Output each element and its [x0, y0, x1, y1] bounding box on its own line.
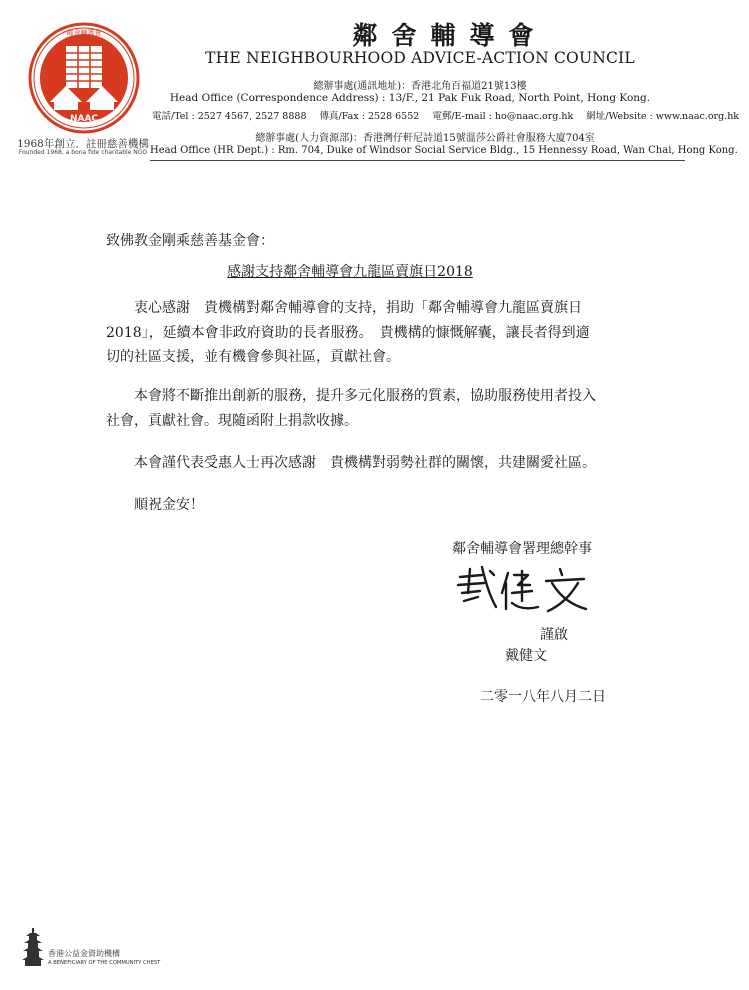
letter-date: 二零一八年八月二日 — [480, 689, 606, 705]
closing-greeting: 順祝金安！ — [134, 497, 204, 513]
sender-name: 戴健文 — [505, 648, 547, 664]
letter-subject: 感謝支持鄰舍輔導會九龍區賣旗日2018 — [227, 264, 473, 280]
logo-text-top: 鄰舍輔導會 — [66, 29, 102, 37]
hr-office-en: Head Office (HR Dept.) : Rm. 704, Duke of Windsor Social Service Bldg., 15 Hennessy Road, Wan Chai, Hong Kong. — [150, 145, 738, 156]
hr-office-zh: 總辦事處(人力資源部)：香港灣仔軒尼詩道15號溫莎公爵社會服務大廈704室 — [255, 133, 595, 144]
org-name-zh: 鄰舍輔導會 — [352, 21, 548, 50]
head-office-zh: 總辦事處(通訊地址)：香港北角百福道21號13樓 — [313, 81, 527, 92]
letterhead-divider — [150, 160, 685, 161]
founded-en: Founded 1968, a bona fide charitable NGO — [18, 149, 148, 156]
body-paragraph-1: 衷心感謝 貴機構對鄰舍輔導會的支持，捐助「鄰舍輔導會九龍區賣旗日2018」，延續本會非政府資助的長者服務。 貴機構的慷慨解囊，讓長者得到適切的社區支援，並有機會參與社區，貢獻社會。 — [106, 300, 590, 365]
website-address: 網址/Website : www.naac.org.hk — [586, 111, 740, 122]
logo-text-bottom: NAAC — [69, 114, 99, 124]
phone-number: 電話/Tel : 2527 4567, 2527 8888 — [152, 111, 307, 122]
contact-line — [152, 108, 740, 122]
body-paragraph-3: 本會謹代表受惠人士再次感謝 貴機構對弱勢社群的關懷，共建關愛社區。 — [134, 455, 596, 471]
community-chest-pagoda-icon — [22, 928, 44, 966]
body-paragraph-2: 本會將不斷推出創新的服務，提升多元化服務的質素，協助服務使用者投入社會，貢獻社會。現隨函附上捐款收據。 — [106, 388, 596, 429]
sender-title: 鄰舍輔導會署理總幹事 — [452, 541, 592, 557]
salutation: 致佛教金剛乘慈善基金會： — [106, 233, 274, 249]
community-chest-zh: 香港公益金資助機構 — [48, 949, 120, 958]
community-chest-en: A BENEFICIARY OF THE COMMUNITY CHEST — [48, 960, 161, 966]
org-name-en: THE NEIGHBOURHOOD ADVICE-ACTION COUNCIL — [205, 49, 635, 67]
head-office-en: Head Office (Correspondence Address) : 13/F., 21 Pak Fuk Road, North Point, Hong Kong. — [169, 92, 651, 104]
founded-zh: 1968年創立．註冊慈善機構 — [17, 138, 149, 150]
yours-sincerely: 謹啟 — [540, 627, 568, 643]
handwritten-signature — [452, 563, 592, 618]
naac-logo — [28, 22, 140, 134]
email-address: 電郵/E-mail : ho@naac.org.hk — [432, 111, 574, 122]
fax-number: 傳真/Fax : 2528 6552 — [319, 111, 420, 122]
